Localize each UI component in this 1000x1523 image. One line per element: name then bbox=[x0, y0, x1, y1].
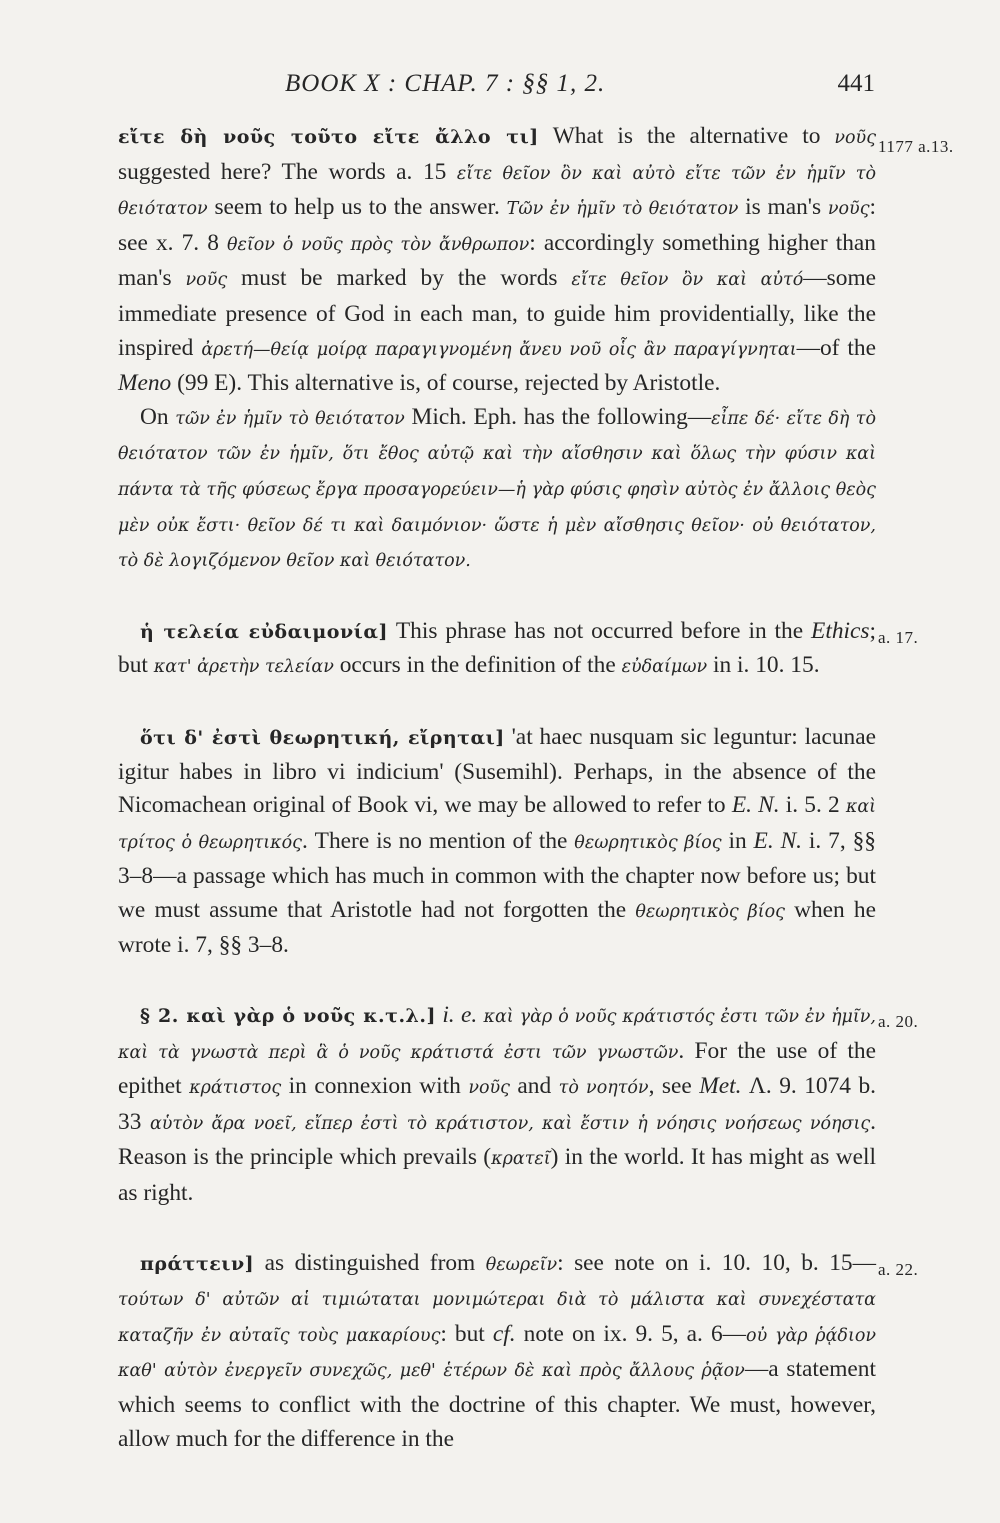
italic-text: Met. bbox=[699, 1073, 742, 1100]
note-paragraph-4 bbox=[118, 999, 919, 1211]
greek-text: αὑτὸν ἄρα νοεῖ, εἴπερ ἐστὶ τὸ κράτιστον, καὶ ἔστιν ἡ νόησις νοήσεως νόησις bbox=[149, 1113, 871, 1134]
greek-text: τούτων δ' αὐτῶν αἱ τιμιώταται μονιμώτεραι διὰ τὸ μάλιστα καὶ συνεχέστατα καταζῆν ἐν αὐταῖς τοὺς μακαρίους bbox=[118, 1290, 876, 1346]
italic-text: cf. bbox=[492, 1320, 516, 1347]
text-run: . For the use of the epithet bbox=[118, 1037, 876, 1100]
text-run: —a statement which seems to conflict with the doctrine of this chapter. We must, however, allow much for the difference in the bbox=[118, 1356, 876, 1452]
text-run: and bbox=[509, 1073, 559, 1100]
text-run: in bbox=[721, 827, 754, 854]
greek-text: Τῶν ἐν ἡμῖν τὸ θειότατον bbox=[506, 199, 739, 220]
lemma: ἡ τελεία εὐδαιμονία] bbox=[140, 620, 388, 643]
running-title: BOOK X : CHAP. 7 : §§ 1, 2. bbox=[285, 70, 606, 97]
text-run: i. 7, §§ 3–8—a passage which has much in common with the chapter now before us; but we must assume that Aristotle had not forgotten the bbox=[118, 827, 876, 923]
text-run: Λ. 9. 1074 b. 33 bbox=[118, 1073, 877, 1135]
note-paragraph-1 bbox=[118, 120, 954, 579]
lemma: εἴτε δὴ νοῦς τοῦτο εἴτε ἄλλο τι] bbox=[118, 126, 539, 148]
note-paragraph-5 bbox=[118, 1247, 919, 1457]
greek-text: θεωρητικὸς βίος bbox=[635, 901, 785, 922]
note-subparagraph bbox=[118, 401, 876, 579]
greek-text: εἴτε θεῖον ὂν καὶ αὐτό bbox=[571, 270, 804, 291]
page-number: 441 bbox=[837, 70, 875, 97]
commentary-body bbox=[118, 120, 954, 1492]
text-run: suggested here? The words a. 15 bbox=[118, 158, 457, 185]
greek-text: νοῦς bbox=[827, 199, 870, 220]
text-run: is man's bbox=[738, 194, 828, 221]
greek-text: θεωρεῖν bbox=[485, 1254, 558, 1275]
text-run: in i. 10. 15. bbox=[707, 652, 820, 679]
greek-text: τὸ νοητόν bbox=[558, 1078, 649, 1099]
margin-reference: a. 22. bbox=[878, 1259, 919, 1279]
greek-text: οὐ γὰρ ῥᾴδιον καθ' αὑτὸν ἐνεργεῖν συνεχῶς, μεθ' ἑτέρων δὲ καὶ πρὸς ἄλλους ῥᾷον bbox=[118, 1325, 876, 1382]
greek-text: κρατεῖ bbox=[491, 1149, 551, 1170]
text-run: : accordingly something higher than man's bbox=[118, 229, 876, 292]
text-run: , see bbox=[648, 1073, 700, 1100]
italic-text: E. N. bbox=[731, 792, 780, 819]
italic-text: E. N. bbox=[753, 827, 803, 854]
text-run: . Reason is the principle which prevails ( bbox=[118, 1108, 876, 1171]
running-head bbox=[285, 70, 875, 98]
text-run: as distinguished from bbox=[254, 1249, 486, 1276]
greek-text: καὶ τρίτος ὁ θεωρητικός bbox=[118, 797, 877, 853]
greek-text: εὐδαίμων bbox=[621, 657, 708, 678]
greek-text: ἀρετή—θείᾳ μοίρᾳ παραγιγνομένη ἄνευ νοῦ οἷς ἂν παραγίγνηται bbox=[201, 339, 797, 360]
text-run: On bbox=[140, 403, 176, 430]
greek-text: κατ' ἀρετὴν τελείαν bbox=[153, 657, 334, 678]
text-run: 'at haec nusquam sic leguntur: lacunae igitur habes in libro vi indicium' (Susemihl). Perhaps, in the absence of the Nicomachean original of Book vi, we may be allowed to refer to bbox=[118, 723, 876, 819]
lemma: πράττειν] bbox=[140, 1252, 255, 1275]
text-run: —some immediate presence of God in each man, to guide him providentially, like the inspired bbox=[118, 265, 877, 361]
lemma: § 2. καὶ γὰρ ὁ νοῦς κ.τ.λ.] bbox=[140, 1005, 436, 1028]
greek-text: θεωρητικὸς βίος bbox=[574, 832, 722, 853]
greek-text: εἴτε θεῖον ὂν καὶ αὐτὸ εἴτε τῶν ἐν ἡμῖν τὸ θειότατον bbox=[118, 163, 877, 220]
text-run: This phrase has not occurred before in the bbox=[387, 617, 812, 644]
greek-quotation: εἶπε δέ· εἴτε δὴ τὸ θειότατον τῶν ἐν ἡμῖν, ὅτι ἔθος αὐτῷ καὶ τὴν αἴσθησιν καὶ ὅλως τὴν φύσιν καὶ πάντα τὰ τῆς φύσεως ἔργα προσαγορεύειν—ἡ γὰρ φύσις φησὶν αὐτὸς ἐν ἄλλοις θεὸς μὲν οὐκ ἔστι· θεῖον δέ τι καὶ δαιμόνιον· ὥστε ἡ μὲν αἴσθησις θεῖον· οὐ θειότατον, τὸ δὲ λογιζόμενον θεῖον καὶ θειότατον. bbox=[118, 408, 877, 572]
text-run: (99 E). This alternative is, of course, rejected by Aristotle. bbox=[171, 370, 721, 397]
note-paragraph-2 bbox=[118, 615, 919, 685]
text-run: must be marked by the words bbox=[227, 265, 572, 292]
italic-text: Ethics bbox=[811, 617, 870, 644]
text-run: seem to help us to the answer. bbox=[207, 194, 507, 221]
lemma: ὅτι δ' ἐστὶ θεωρητική, εἴρηται] bbox=[140, 726, 505, 749]
greek-text: θεῖον ὁ νοῦς πρὸς τὸν ἄνθρωπον bbox=[226, 234, 530, 255]
greek-text: τῶν ἐν ἡμῖν τὸ θειότατον bbox=[175, 408, 405, 429]
text-run: : but bbox=[440, 1320, 493, 1347]
text-run: What is the alternative to bbox=[538, 123, 835, 149]
greek-text: νοῦς bbox=[468, 1078, 510, 1099]
text-run: Mich. Eph. has the following— bbox=[404, 403, 712, 430]
italic-text: Meno bbox=[118, 370, 172, 397]
text-run: ) in the world. It has might as well as right. bbox=[118, 1144, 876, 1207]
text-run: note on ix. 9. 5, a. 6— bbox=[515, 1320, 747, 1347]
text-run: in connexion with bbox=[281, 1073, 469, 1100]
text-run: ; but bbox=[118, 617, 876, 679]
margin-reference: a. 20. bbox=[878, 1012, 919, 1032]
text-run: occurs in the definition of the bbox=[333, 652, 622, 679]
text-run: : see x. 7. 8 bbox=[118, 194, 876, 256]
note-paragraph-3 bbox=[118, 721, 876, 963]
greek-text: καὶ γὰρ ὁ νοῦς κράτιστός ἐστι τῶν ἐν ἡμῖν, καὶ τὰ γνωστὰ περὶ ἃ ὁ νοῦς κράτιστά ἐστι τῶν γνωστῶν bbox=[118, 1007, 876, 1063]
greek-text: νοῦς bbox=[185, 270, 228, 291]
text-run: when he wrote i. 7, §§ 3–8. bbox=[118, 896, 876, 959]
greek-text: κράτιστος bbox=[189, 1078, 282, 1099]
greek-text: νοῦς bbox=[834, 128, 876, 148]
text-run: —of the bbox=[796, 334, 876, 361]
margin-reference: 1177 a.13. bbox=[878, 137, 954, 156]
text-run: : see note on i. 10. 10, b. 15— bbox=[557, 1249, 876, 1276]
text-run: . There is no mention of the bbox=[301, 827, 575, 854]
margin-reference: a. 17. bbox=[878, 627, 919, 647]
italic-text: i. e. bbox=[442, 1002, 478, 1029]
text-run: i. 5. 2 bbox=[779, 792, 846, 819]
